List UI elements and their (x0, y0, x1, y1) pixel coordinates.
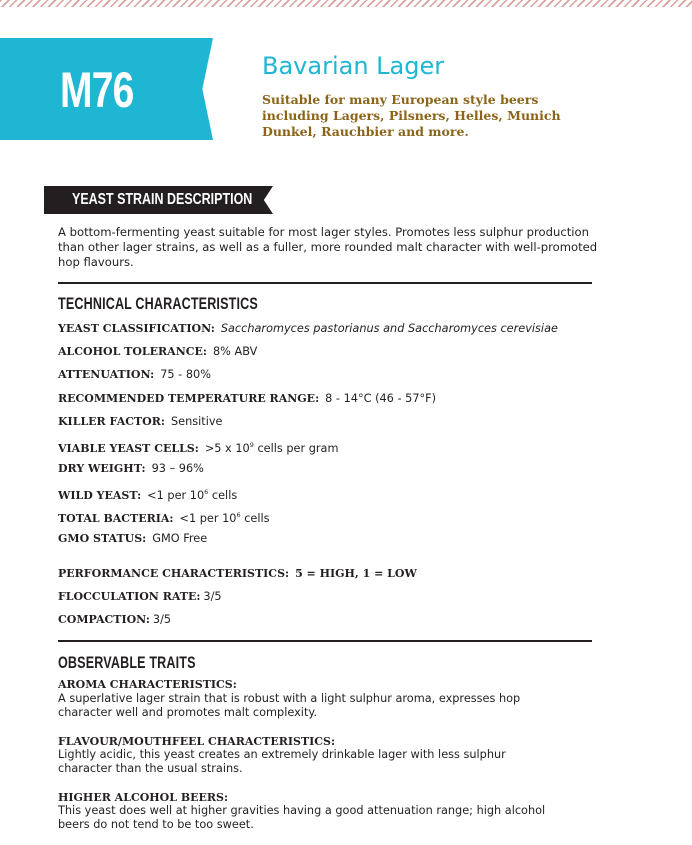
section-divider (58, 282, 592, 284)
section-divider (58, 640, 592, 642)
trait-text-aroma: A superlative lager strain that is robust with a light sulphur aroma, expresses hop character well and promotes malt complexity. (58, 692, 521, 719)
spec-row-wild-yeast (58, 485, 237, 503)
spec-row-temperature (58, 392, 436, 406)
trait-label-higher-alcohol: HIGHER ALCOHOL BEERS: (58, 791, 229, 804)
spec-value: 8% ABV (212, 345, 258, 358)
spec-label: ATTENUATION: (58, 368, 155, 381)
trait-label-aroma: AROMA CHARACTERISTICS: (58, 678, 237, 691)
spec-value: <1 per $10^6$ cells (179, 511, 270, 525)
spec-row-gmo-status (58, 532, 207, 546)
strain-tagline: Suitable for many European style beers including Lagers, Pilsners, Helles, Munich Dunkel, Rauchbier and more. (262, 92, 561, 139)
trait-text-flavour: Lightly acidic, this yeast creates an extremely drinkable lager with less sulphur character than the usual strains. (58, 748, 506, 775)
spec-row-flocculation (58, 590, 222, 604)
spec-value: >5 x $10^9$ cells per gram (204, 441, 339, 455)
traits-heading: OBSERVABLE TRAITS (58, 653, 196, 672)
strain-name: Bavarian Lager (262, 52, 445, 80)
spec-value: 8 - 14°C (46 - 57°F) (325, 392, 437, 405)
spec-value: Sensitive (170, 415, 223, 428)
spec-row-viable-cells (58, 438, 338, 456)
description-text: A bottom-fermenting yeast suitable for most lager styles. Promotes less sulphur production than other lager strains, as well as a fuller, more rounded malt character with well-promoted hop flavours. (58, 225, 598, 270)
spec-value: <1 per $10^6$ cells (147, 488, 238, 502)
spec-row-total-bacteria (58, 508, 270, 526)
spec-label: DRY WEIGHT: (58, 462, 146, 475)
spec-label: VIABLE YEAST CELLS: (58, 442, 199, 455)
performance-row (58, 567, 417, 581)
spec-value: Saccharomyces pastorianus and Saccharomyces cerevisiae (220, 322, 558, 335)
performance-label: PERFORMANCE CHARACTERISTICS: (58, 567, 290, 580)
spec-value: 3/5 (152, 613, 172, 626)
spec-label: FLOCCULATION RATE: (58, 590, 201, 603)
spec-label: COMPACTION: (58, 613, 150, 626)
spec-value: GMO Free (152, 532, 208, 545)
spec-row-killer-factor (58, 415, 222, 429)
strain-code: M76 (60, 62, 134, 118)
spec-label: GMO STATUS: (58, 532, 147, 545)
spec-label: RECOMMENDED TEMPERATURE RANGE: (58, 392, 320, 405)
spec-label: YEAST CLASSIFICATION: (58, 322, 215, 335)
trait-text-higher-alcohol: This yeast does well at higher gravities having a good attenuation range; high alcohol beers do not tend to be too sweet. (58, 804, 546, 831)
spec-row-attenuation (58, 368, 211, 382)
spec-value: 75 - 80% (160, 368, 211, 381)
spec-label: ALCOHOL TOLERANCE: (58, 345, 207, 358)
decorative-stripe-border (0, 0, 692, 7)
performance-scale: 5 = HIGH, 1 = LOW (295, 567, 417, 580)
spec-value: 93 – 96% (151, 462, 204, 475)
spec-row-compaction (58, 613, 171, 627)
spec-label: WILD YEAST: (58, 489, 142, 502)
spec-value: 3/5 (203, 590, 222, 603)
technical-heading: TECHNICAL CHARACTERISTICS (58, 294, 258, 313)
spec-row-classification (58, 322, 558, 336)
spec-row-dry-weight (58, 462, 204, 476)
spec-row-alcohol-tolerance (58, 345, 257, 359)
description-heading: YEAST STRAIN DESCRIPTION (72, 191, 253, 208)
spec-label: KILLER FACTOR: (58, 415, 165, 428)
trait-label-flavour: FLAVOUR/MOUTHFEEL CHARACTERISTICS: (58, 735, 336, 748)
spec-label: TOTAL BACTERIA: (58, 512, 174, 525)
